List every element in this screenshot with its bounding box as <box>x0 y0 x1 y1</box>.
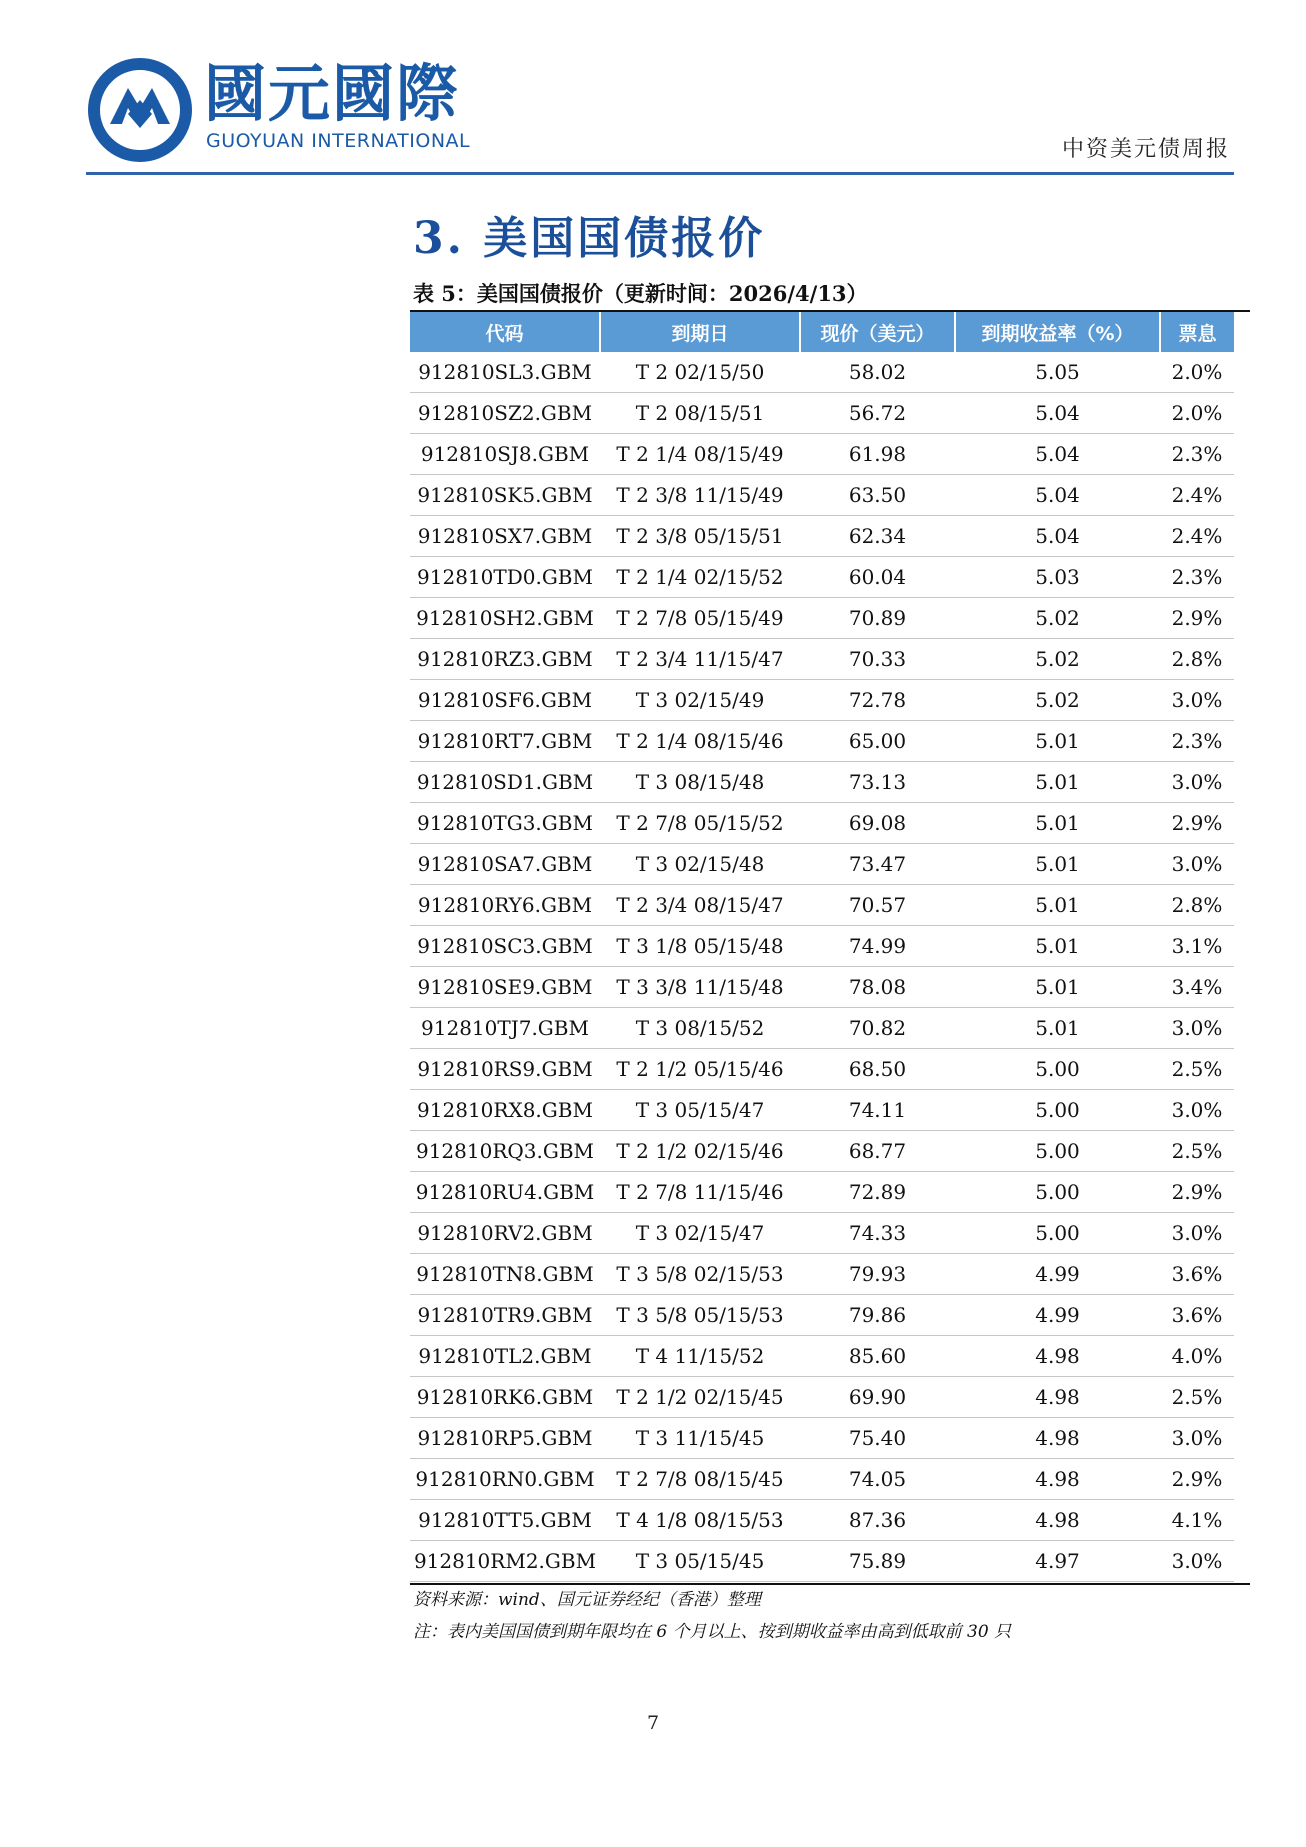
table-row <box>410 598 1234 639</box>
cell-coupon: 2.5% <box>1160 1131 1234 1172</box>
table-row <box>410 1049 1234 1090</box>
cell-coupon: 3.0% <box>1160 1090 1234 1131</box>
page-number: 7 <box>646 1712 660 1734</box>
cell-coupon: 2.4% <box>1160 516 1234 557</box>
cell-price: 58.02 <box>800 352 955 393</box>
cell-code: 912810SD1.GBM <box>410 762 600 803</box>
cell-price: 78.08 <box>800 967 955 1008</box>
cell-coupon: 2.9% <box>1160 598 1234 639</box>
cell-price: 70.57 <box>800 885 955 926</box>
cell-yield: 5.00 <box>955 1131 1160 1172</box>
cell-yield: 5.00 <box>955 1172 1160 1213</box>
cell-code: 912810RY6.GBM <box>410 885 600 926</box>
cell-yield: 4.99 <box>955 1254 1160 1295</box>
cell-coupon: 2.0% <box>1160 352 1234 393</box>
cell-code: 912810RU4.GBM <box>410 1172 600 1213</box>
table-row <box>410 1336 1234 1377</box>
cell-maturity: T 3 05/15/47 <box>600 1090 800 1131</box>
cell-code: 912810RT7.GBM <box>410 721 600 762</box>
cell-price: 79.86 <box>800 1295 955 1336</box>
logo-chinese-name: 國元國際 <box>204 57 461 130</box>
table-row <box>410 926 1234 967</box>
cell-price: 75.40 <box>800 1418 955 1459</box>
column-header-code: 代码 <box>410 312 600 352</box>
table-row <box>410 762 1234 803</box>
cell-price: 69.08 <box>800 803 955 844</box>
logo-english-name: GUOYUAN INTERNATIONAL <box>206 130 471 152</box>
table-row <box>410 1090 1234 1131</box>
cell-coupon: 2.4% <box>1160 475 1234 516</box>
cell-coupon: 3.0% <box>1160 1541 1234 1582</box>
source-note: 资料来源：wind、国元证券经纪（香港）整理 <box>413 1590 761 1610</box>
cell-maturity: T 4 1/8 08/15/53 <box>600 1500 800 1541</box>
cell-code: 912810RV2.GBM <box>410 1213 600 1254</box>
cell-yield: 5.02 <box>955 598 1160 639</box>
cell-coupon: 2.8% <box>1160 885 1234 926</box>
cell-code: 912810RX8.GBM <box>410 1090 600 1131</box>
cell-yield: 5.00 <box>955 1213 1160 1254</box>
cell-yield: 5.01 <box>955 1008 1160 1049</box>
cell-maturity: T 2 7/8 05/15/52 <box>600 803 800 844</box>
cell-yield: 5.01 <box>955 803 1160 844</box>
cell-code: 912810RZ3.GBM <box>410 639 600 680</box>
cell-yield: 5.00 <box>955 1049 1160 1090</box>
cell-code: 912810TG3.GBM <box>410 803 600 844</box>
table-row <box>410 844 1234 885</box>
cell-maturity: T 3 02/15/47 <box>600 1213 800 1254</box>
cell-code: 912810SZ2.GBM <box>410 393 600 434</box>
cell-maturity: T 3 3/8 11/15/48 <box>600 967 800 1008</box>
cell-price: 85.60 <box>800 1336 955 1377</box>
cell-coupon: 2.5% <box>1160 1049 1234 1090</box>
cell-code: 912810SK5.GBM <box>410 475 600 516</box>
cell-price: 69.90 <box>800 1377 955 1418</box>
cell-coupon: 2.3% <box>1160 557 1234 598</box>
table-row <box>410 1213 1234 1254</box>
column-header-maturity: 到期日 <box>600 312 800 352</box>
cell-price: 79.93 <box>800 1254 955 1295</box>
cell-maturity: T 3 02/15/48 <box>600 844 800 885</box>
column-header-coupon: 票息 <box>1160 312 1234 352</box>
cell-maturity: T 3 5/8 02/15/53 <box>600 1254 800 1295</box>
cell-yield: 4.99 <box>955 1295 1160 1336</box>
cell-coupon: 3.4% <box>1160 967 1234 1008</box>
cell-maturity: T 2 3/8 11/15/49 <box>600 475 800 516</box>
cell-code: 912810RQ3.GBM <box>410 1131 600 1172</box>
cell-yield: 5.01 <box>955 721 1160 762</box>
cell-code: 912810RM2.GBM <box>410 1541 600 1582</box>
cell-code: 912810SH2.GBM <box>410 598 600 639</box>
table-row <box>410 639 1234 680</box>
cell-coupon: 3.0% <box>1160 844 1234 885</box>
cell-yield: 5.04 <box>955 434 1160 475</box>
cell-code: 912810RK6.GBM <box>410 1377 600 1418</box>
table-row <box>410 516 1234 557</box>
cell-yield: 5.01 <box>955 885 1160 926</box>
cell-yield: 5.02 <box>955 680 1160 721</box>
report-name: 中资美元债周报 <box>1061 137 1230 162</box>
cell-yield: 4.98 <box>955 1500 1160 1541</box>
cell-price: 72.89 <box>800 1172 955 1213</box>
cell-coupon: 2.3% <box>1160 721 1234 762</box>
table-header-row <box>410 312 1234 352</box>
cell-yield: 5.01 <box>955 967 1160 1008</box>
cell-yield: 5.04 <box>955 475 1160 516</box>
cell-yield: 5.04 <box>955 393 1160 434</box>
cell-maturity: T 2 7/8 11/15/46 <box>600 1172 800 1213</box>
table-row <box>410 393 1234 434</box>
table-row <box>410 1295 1234 1336</box>
table-row <box>410 1418 1234 1459</box>
table-row <box>410 803 1234 844</box>
cell-code: 912810RS9.GBM <box>410 1049 600 1090</box>
cell-maturity: T 2 1/2 05/15/46 <box>600 1049 800 1090</box>
cell-code: 912810TJ7.GBM <box>410 1008 600 1049</box>
cell-coupon: 2.0% <box>1160 393 1234 434</box>
table-row <box>410 1254 1234 1295</box>
cell-price: 60.04 <box>800 557 955 598</box>
cell-coupon: 4.0% <box>1160 1336 1234 1377</box>
cell-maturity: T 2 1/2 02/15/46 <box>600 1131 800 1172</box>
cell-yield: 4.97 <box>955 1541 1160 1582</box>
cell-coupon: 3.6% <box>1160 1295 1234 1336</box>
cell-yield: 4.98 <box>955 1336 1160 1377</box>
table-row <box>410 885 1234 926</box>
cell-coupon: 3.1% <box>1160 926 1234 967</box>
cell-code: 912810TD0.GBM <box>410 557 600 598</box>
cell-price: 74.99 <box>800 926 955 967</box>
table-row <box>410 680 1234 721</box>
table-row <box>410 1541 1234 1582</box>
cell-price: 87.36 <box>800 1500 955 1541</box>
cell-coupon: 3.0% <box>1160 1213 1234 1254</box>
cell-code: 912810RP5.GBM <box>410 1418 600 1459</box>
page-header <box>0 0 1306 180</box>
treasury-quote-table <box>410 310 1250 1585</box>
table-row <box>410 1172 1234 1213</box>
cell-code: 912810TN8.GBM <box>410 1254 600 1295</box>
column-header-yield: 到期收益率（%） <box>955 312 1160 352</box>
cell-maturity: T 3 02/15/49 <box>600 680 800 721</box>
cell-code: 912810SL3.GBM <box>410 352 600 393</box>
cell-yield: 5.03 <box>955 557 1160 598</box>
cell-coupon: 4.1% <box>1160 1500 1234 1541</box>
cell-maturity: T 2 1/4 08/15/46 <box>600 721 800 762</box>
cell-maturity: T 2 3/4 11/15/47 <box>600 639 800 680</box>
cell-coupon: 2.9% <box>1160 803 1234 844</box>
table-row <box>410 1008 1234 1049</box>
cell-coupon: 2.9% <box>1160 1172 1234 1213</box>
table-row <box>410 1377 1234 1418</box>
cell-yield: 5.05 <box>955 352 1160 393</box>
table-row <box>410 475 1234 516</box>
guoyuan-logo-icon <box>88 58 192 162</box>
table-row <box>410 1131 1234 1172</box>
table-note: 注：表内美国国债到期年限均在 6 个月以上、按到期收益率由高到低取前 30 只 <box>413 1622 1012 1642</box>
cell-price: 70.89 <box>800 598 955 639</box>
table-body <box>410 352 1234 1582</box>
cell-price: 56.72 <box>800 393 955 434</box>
cell-maturity: T 3 5/8 05/15/53 <box>600 1295 800 1336</box>
cell-code: 912810TL2.GBM <box>410 1336 600 1377</box>
cell-coupon: 3.6% <box>1160 1254 1234 1295</box>
cell-maturity: T 2 08/15/51 <box>600 393 800 434</box>
cell-coupon: 2.9% <box>1160 1459 1234 1500</box>
cell-maturity: T 3 11/15/45 <box>600 1418 800 1459</box>
cell-yield: 4.98 <box>955 1377 1160 1418</box>
table-row <box>410 557 1234 598</box>
cell-maturity: T 2 1/4 08/15/49 <box>600 434 800 475</box>
cell-maturity: T 2 1/2 02/15/45 <box>600 1377 800 1418</box>
table-caption: 表 5：美国国债报价（更新时间：2026/4/13） <box>413 281 868 306</box>
cell-yield: 4.98 <box>955 1459 1160 1500</box>
cell-code: 912810TT5.GBM <box>410 1500 600 1541</box>
cell-yield: 5.01 <box>955 762 1160 803</box>
cell-maturity: T 3 1/8 05/15/48 <box>600 926 800 967</box>
column-header-price: 现价（美元） <box>800 312 955 352</box>
cell-price: 65.00 <box>800 721 955 762</box>
cell-code: 912810SE9.GBM <box>410 967 600 1008</box>
cell-maturity: T 3 05/15/45 <box>600 1541 800 1582</box>
cell-coupon: 2.5% <box>1160 1377 1234 1418</box>
section-title: 3. 美国国债报价 <box>413 213 766 264</box>
cell-price: 62.34 <box>800 516 955 557</box>
cell-maturity: T 2 7/8 08/15/45 <box>600 1459 800 1500</box>
cell-price: 75.89 <box>800 1541 955 1582</box>
cell-price: 74.11 <box>800 1090 955 1131</box>
cell-yield: 5.04 <box>955 516 1160 557</box>
cell-maturity: T 3 08/15/52 <box>600 1008 800 1049</box>
table-row <box>410 1459 1234 1500</box>
cell-price: 61.98 <box>800 434 955 475</box>
cell-price: 73.47 <box>800 844 955 885</box>
cell-maturity: T 2 1/4 02/15/52 <box>600 557 800 598</box>
cell-yield: 5.00 <box>955 1090 1160 1131</box>
table-row <box>410 721 1234 762</box>
cell-coupon: 3.0% <box>1160 762 1234 803</box>
cell-price: 74.05 <box>800 1459 955 1500</box>
cell-code: 912810SX7.GBM <box>410 516 600 557</box>
cell-coupon: 2.8% <box>1160 639 1234 680</box>
table-row <box>410 434 1234 475</box>
cell-price: 73.13 <box>800 762 955 803</box>
cell-coupon: 3.0% <box>1160 1008 1234 1049</box>
cell-price: 70.82 <box>800 1008 955 1049</box>
cell-maturity: T 3 08/15/48 <box>600 762 800 803</box>
cell-price: 68.77 <box>800 1131 955 1172</box>
cell-coupon: 3.0% <box>1160 680 1234 721</box>
cell-yield: 5.02 <box>955 639 1160 680</box>
cell-maturity: T 4 11/15/52 <box>600 1336 800 1377</box>
cell-code: 912810SF6.GBM <box>410 680 600 721</box>
cell-price: 70.33 <box>800 639 955 680</box>
cell-maturity: T 2 3/4 08/15/47 <box>600 885 800 926</box>
cell-price: 74.33 <box>800 1213 955 1254</box>
table-row <box>410 352 1234 393</box>
cell-code: 912810SA7.GBM <box>410 844 600 885</box>
cell-price: 72.78 <box>800 680 955 721</box>
cell-yield: 4.98 <box>955 1418 1160 1459</box>
cell-maturity: T 2 7/8 05/15/49 <box>600 598 800 639</box>
cell-yield: 5.01 <box>955 844 1160 885</box>
cell-maturity: T 2 3/8 05/15/51 <box>600 516 800 557</box>
cell-coupon: 3.0% <box>1160 1418 1234 1459</box>
cell-coupon: 2.3% <box>1160 434 1234 475</box>
header-divider <box>86 172 1234 175</box>
table-row <box>410 1500 1234 1541</box>
cell-code: 912810TR9.GBM <box>410 1295 600 1336</box>
cell-yield: 5.01 <box>955 926 1160 967</box>
cell-code: 912810RN0.GBM <box>410 1459 600 1500</box>
table-row <box>410 967 1234 1008</box>
cell-code: 912810SJ8.GBM <box>410 434 600 475</box>
cell-price: 63.50 <box>800 475 955 516</box>
cell-code: 912810SC3.GBM <box>410 926 600 967</box>
cell-maturity: T 2 02/15/50 <box>600 352 800 393</box>
cell-price: 68.50 <box>800 1049 955 1090</box>
